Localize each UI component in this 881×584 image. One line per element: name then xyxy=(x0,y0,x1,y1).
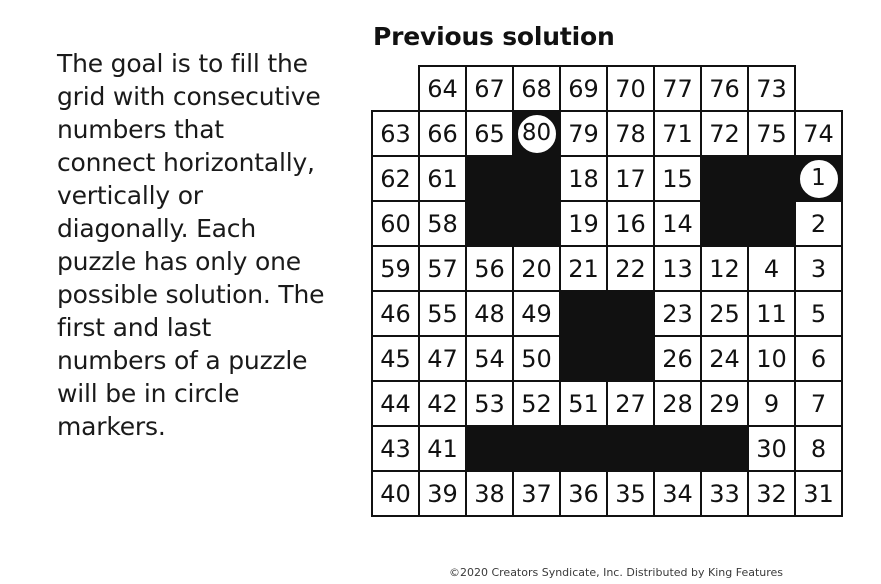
grid-cell-number: 71 xyxy=(654,111,701,156)
grid-cell-number: 41 xyxy=(419,426,466,471)
grid-cell-number: 32 xyxy=(748,471,795,516)
grid-row xyxy=(372,336,842,381)
grid-row xyxy=(372,246,842,291)
grid-cell-block xyxy=(560,291,607,336)
grid-cell-number: 51 xyxy=(560,381,607,426)
grid-cell-number: 24 xyxy=(701,336,748,381)
grid-cell-number: 11 xyxy=(748,291,795,336)
grid-cell-number: 20 xyxy=(513,246,560,291)
grid-cell-number: 58 xyxy=(419,201,466,246)
grid-cell-block xyxy=(513,426,560,471)
grid-cell-block xyxy=(513,156,560,201)
grid-cell-number: 8 xyxy=(795,426,842,471)
grid-cell-block xyxy=(607,426,654,471)
grid-cell-number: 56 xyxy=(466,246,513,291)
grid-cell-number: 28 xyxy=(654,381,701,426)
grid-cell-number: 18 xyxy=(560,156,607,201)
solution-grid xyxy=(371,65,843,517)
grid-cell-number: 48 xyxy=(466,291,513,336)
grid-cell-block xyxy=(513,201,560,246)
grid-cell-block xyxy=(654,426,701,471)
grid-row xyxy=(372,156,842,201)
grid-cell-number: 38 xyxy=(466,471,513,516)
grid-cell-number: 2 xyxy=(795,201,842,246)
grid-cell-number: 44 xyxy=(372,381,419,426)
grid-cell-number: 54 xyxy=(466,336,513,381)
circle-marker: 1 xyxy=(800,160,838,198)
grid-cell-number: 29 xyxy=(701,381,748,426)
grid-cell-block xyxy=(701,156,748,201)
grid-cell-number: 9 xyxy=(748,381,795,426)
grid-cell-number: 16 xyxy=(607,201,654,246)
grid-cell-number: 55 xyxy=(419,291,466,336)
grid-cell-circle-marker xyxy=(513,111,560,156)
grid-row xyxy=(372,381,842,426)
grid-cell-block xyxy=(607,336,654,381)
grid-cell-block xyxy=(466,201,513,246)
grid-cell-number: 52 xyxy=(513,381,560,426)
grid-cell-number: 46 xyxy=(372,291,419,336)
grid-cell-circle-marker xyxy=(795,156,842,201)
grid-cell-block xyxy=(748,201,795,246)
grid-cell-number: 72 xyxy=(701,111,748,156)
grid-row xyxy=(372,291,842,336)
grid-cell-number: 7 xyxy=(795,381,842,426)
grid-cell-number: 21 xyxy=(560,246,607,291)
grid-cell-number: 67 xyxy=(466,66,513,111)
grid-cell-number: 10 xyxy=(748,336,795,381)
grid-cell-number: 64 xyxy=(419,66,466,111)
grid-cell-number: 75 xyxy=(748,111,795,156)
grid-cell-block xyxy=(466,156,513,201)
grid-cell-number: 74 xyxy=(795,111,842,156)
grid-cell-number: 78 xyxy=(607,111,654,156)
grid-cell-number: 17 xyxy=(607,156,654,201)
grid-cell-empty xyxy=(372,66,419,111)
grid-cell-number: 30 xyxy=(748,426,795,471)
grid-cell-number: 35 xyxy=(607,471,654,516)
grid-cell-number: 34 xyxy=(654,471,701,516)
grid-cell-number: 42 xyxy=(419,381,466,426)
grid-cell-number: 5 xyxy=(795,291,842,336)
grid-cell-number: 23 xyxy=(654,291,701,336)
grid-cell-number: 31 xyxy=(795,471,842,516)
grid-cell-number: 19 xyxy=(560,201,607,246)
grid-cell-block xyxy=(607,291,654,336)
grid-cell-number: 45 xyxy=(372,336,419,381)
grid-row xyxy=(372,66,842,111)
grid-cell-number: 76 xyxy=(701,66,748,111)
page-title: Previous solution xyxy=(373,22,615,51)
grid-cell-number: 15 xyxy=(654,156,701,201)
grid-cell-number: 77 xyxy=(654,66,701,111)
grid-cell-empty xyxy=(795,66,842,111)
puzzle-panel xyxy=(371,22,861,517)
grid-cell-number: 66 xyxy=(419,111,466,156)
grid-row xyxy=(372,426,842,471)
grid-cell-number: 40 xyxy=(372,471,419,516)
grid-cell-number: 61 xyxy=(419,156,466,201)
grid-cell-number: 47 xyxy=(419,336,466,381)
grid-cell-number: 65 xyxy=(466,111,513,156)
grid-cell-number: 26 xyxy=(654,336,701,381)
grid-cell-block xyxy=(701,201,748,246)
grid-cell-number: 68 xyxy=(513,66,560,111)
grid-cell-number: 73 xyxy=(748,66,795,111)
grid-cell-number: 25 xyxy=(701,291,748,336)
grid-cell-number: 39 xyxy=(419,471,466,516)
grid-cell-number: 43 xyxy=(372,426,419,471)
copyright-notice: ©2020 Creators Syndicate, Inc. Distributed by King Features xyxy=(448,566,784,579)
grid-cell-number: 4 xyxy=(748,246,795,291)
grid-cell-block xyxy=(560,426,607,471)
grid-cell-number: 53 xyxy=(466,381,513,426)
grid-cell-number: 79 xyxy=(560,111,607,156)
grid-cell-number: 57 xyxy=(419,246,466,291)
grid-cell-number: 36 xyxy=(560,471,607,516)
circle-marker: 80 xyxy=(518,115,556,153)
grid-row xyxy=(372,201,842,246)
grid-cell-number: 33 xyxy=(701,471,748,516)
grid-cell-block xyxy=(466,426,513,471)
grid-cell-number: 37 xyxy=(513,471,560,516)
grid-row xyxy=(372,471,842,516)
grid-cell-number: 14 xyxy=(654,201,701,246)
grid-row xyxy=(372,111,842,156)
grid-cell-number: 12 xyxy=(701,246,748,291)
grid-cell-block xyxy=(748,156,795,201)
grid-cell-number: 59 xyxy=(372,246,419,291)
grid-cell-block xyxy=(701,426,748,471)
grid-cell-number: 62 xyxy=(372,156,419,201)
grid-cell-number: 6 xyxy=(795,336,842,381)
grid-cell-number: 50 xyxy=(513,336,560,381)
grid-cell-number: 27 xyxy=(607,381,654,426)
grid-cell-block xyxy=(560,336,607,381)
grid-cell-number: 60 xyxy=(372,201,419,246)
grid-cell-number: 3 xyxy=(795,246,842,291)
grid-cell-number: 22 xyxy=(607,246,654,291)
grid-body xyxy=(372,66,842,516)
grid-cell-number: 49 xyxy=(513,291,560,336)
instructions-text: The goal is to fill the grid with consecutive numbers that connect horizontally, vertically or diagonally. Each puzzle has only one possible solution. The first and last numbers of a puzzle will be in circle markers. xyxy=(57,49,325,441)
grid-cell-number: 63 xyxy=(372,111,419,156)
grid-cell-number: 13 xyxy=(654,246,701,291)
grid-cell-number: 69 xyxy=(560,66,607,111)
grid-cell-number: 70 xyxy=(607,66,654,111)
